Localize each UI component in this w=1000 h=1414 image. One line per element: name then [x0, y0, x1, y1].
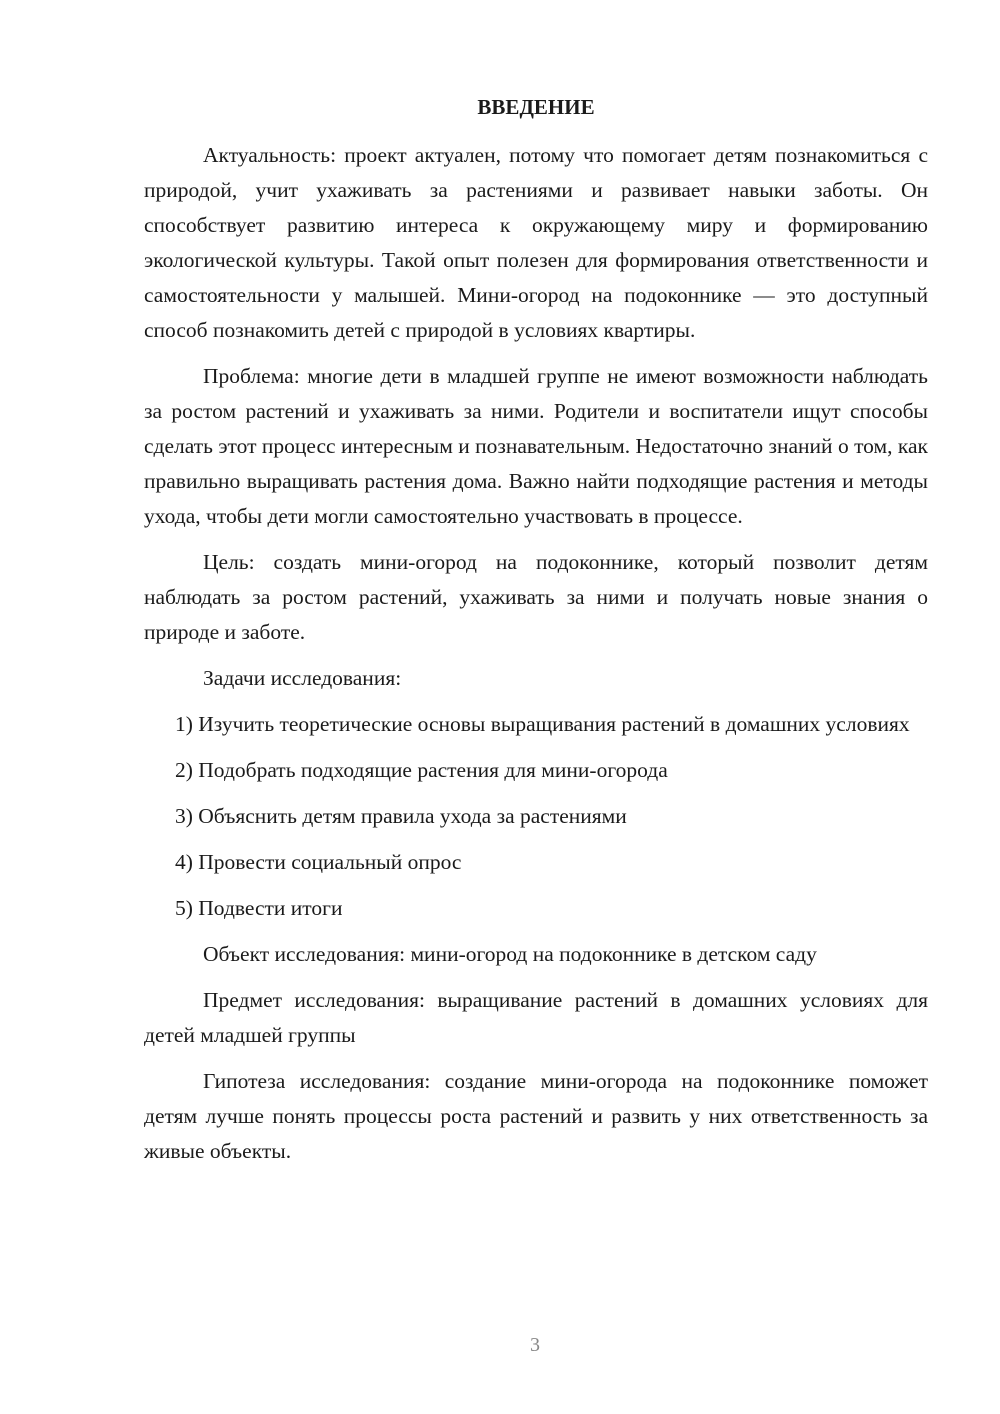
relevance-paragraph: Актуальность: проект актуален, потому что помогает детям познакомиться с природой, учит ухаживать за растениями и развивает навыки заботы. Он способствует развитию интереса к окружающему миру и формированию экологической культуры. Такой опыт полезен для формирования ответственности и самостоятельности у малышей. Мини-огород на подоконнике — это доступный способ познакомить детей с природой в условиях квартиры.	[144, 143, 928, 342]
tasks-title: Задачи исследования:	[203, 666, 402, 690]
task-item: 4) Провести социальный опрос	[175, 850, 462, 874]
tasks-list	[144, 707, 928, 926]
task-item: 1) Изучить теоретические основы выращивания растений в домашних условиях	[175, 712, 910, 736]
hypothesis-paragraph: Гипотеза исследования: создание мини-огорода на подоконнике поможет детям лучше понять процессы роста растений и развить у них ответственность за живые объекты.	[144, 1069, 928, 1163]
task-item: 2) Подобрать подходящие растения для мини-огорода	[175, 758, 668, 782]
goal-paragraph: Цель: создать мини-огород на подоконнике, который позволит детям наблюдать за ростом растений, ухаживать за ними и получать новые знания о природе и заботе.	[144, 550, 928, 644]
subject-paragraph: Предмет исследования: выращивание растений в домашних условиях для детей младшей группы	[144, 988, 928, 1047]
problem-paragraph: Проблема: многие дети в младшей группе не имеют возможности наблюдать за ростом растений и ухаживать за ними. Родители и воспитатели ищут способы сделать этот процесс интересным и познавательным. Недостаточно знаний о том, как правильно выращивать растения дома. Важно найти подходящие растения и методы ухода, чтобы дети могли самостоятельно участвовать в процессе.	[144, 364, 928, 528]
object-paragraph: Объект исследования: мини-огород на подоконнике в детском саду	[203, 942, 817, 966]
task-item: 5) Подвести итоги	[175, 896, 343, 920]
task-item: 3) Объяснить детям правила ухода за растениями	[175, 804, 627, 828]
page-number: 3	[530, 1334, 540, 1356]
document-page	[144, 92, 928, 1180]
document-heading: ВВЕДЕНИЕ	[477, 95, 595, 119]
